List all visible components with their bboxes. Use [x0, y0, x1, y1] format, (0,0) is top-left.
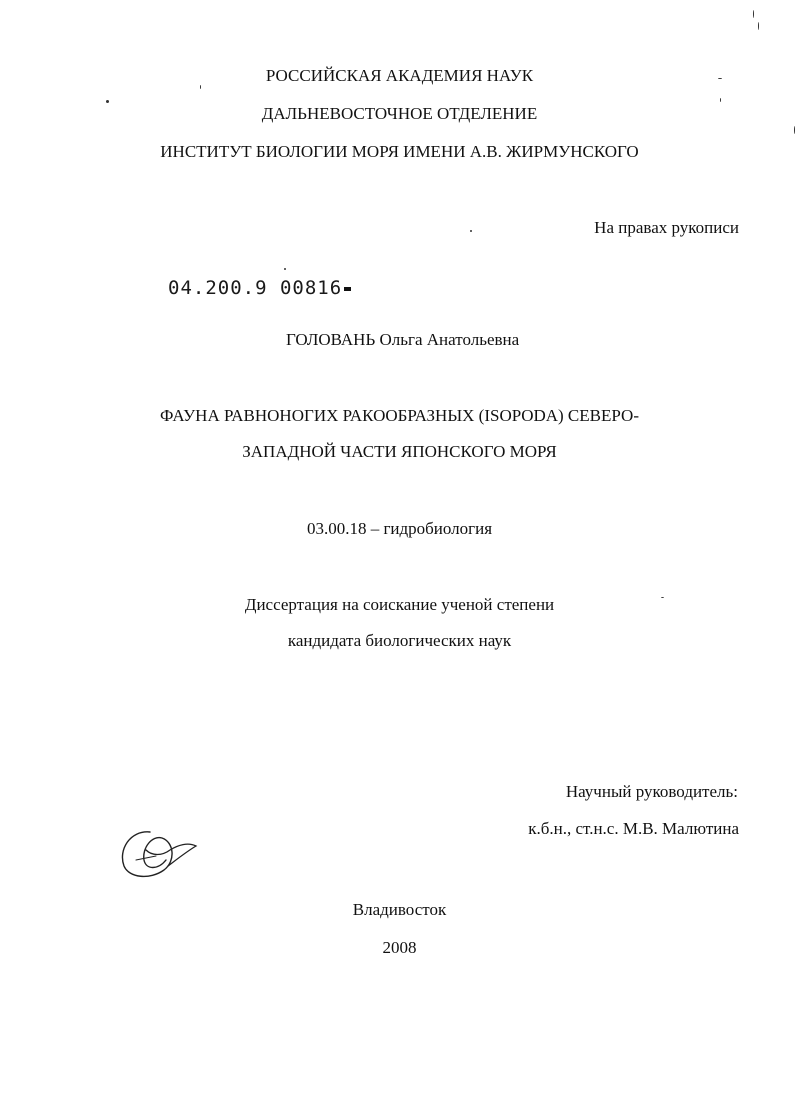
thesis-title-line-2: ЗАПАДНОЙ ЧАСТИ ЯПОНСКОГО МОРЯ — [242, 442, 557, 461]
institute-name: ИНСТИТУТ БИОЛОГИИ МОРЯ ИМЕНИ А.В. ЖИРМУНСКОГО — [160, 142, 639, 161]
academy-name: РОССИЙСКАЯ АКАДЕМИЯ НАУК — [265, 66, 534, 85]
manuscript-note: На правах рукописи — [594, 218, 739, 237]
degree-line-2: кандидата биологических наук — [287, 631, 512, 650]
scan-speck — [720, 98, 721, 102]
branch-name: ДАЛЬНЕВОСТОЧНОЕ ОТДЕЛЕНИЕ — [261, 104, 538, 123]
scan-speck — [284, 268, 286, 270]
specialty-code: 03.00.18 – гидробиология — [306, 519, 493, 538]
scan-speck — [200, 85, 201, 89]
scan-speck — [758, 22, 759, 30]
catalog-mark-icon — [344, 287, 351, 291]
author-name: ГОЛОВАНЬ Ольга Анатольевна — [286, 330, 520, 349]
degree-line-1: Диссертация на соискание ученой степени — [244, 595, 555, 614]
scan-speck — [661, 597, 664, 598]
city: Владивосток — [352, 900, 447, 919]
scan-speck — [794, 126, 795, 134]
supervisor-label: Научный руководитель: — [565, 782, 738, 801]
year: 2008 — [382, 938, 417, 957]
scan-speck — [718, 78, 722, 79]
thesis-title-line-1: ФАУНА РАВНОНОГИХ РАКООБРАЗНЫХ (ISOPODA) СЕВЕРО- — [160, 406, 639, 425]
scan-speck — [106, 100, 109, 103]
scan-speck — [470, 230, 472, 232]
scan-speck — [753, 10, 754, 18]
supervisor-name: к.б.н., ст.н.с. М.В. Малютина — [528, 819, 739, 838]
catalog-number — [168, 277, 351, 299]
handwritten-signature — [116, 826, 198, 882]
catalog-number-text: 04.200.9 00816 — [168, 277, 343, 299]
